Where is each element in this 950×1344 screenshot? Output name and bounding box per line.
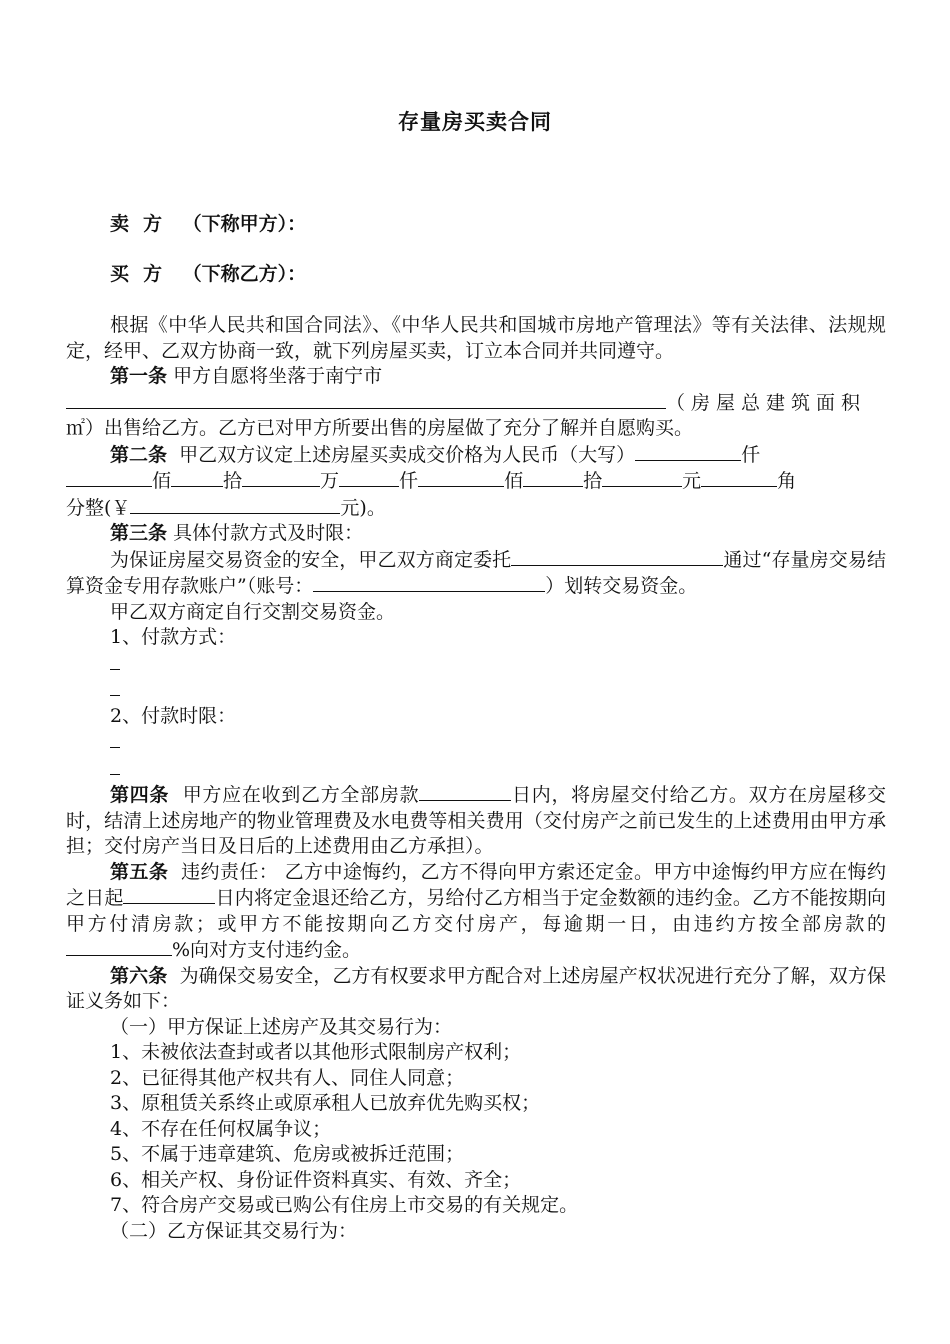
- delivery-days-blank[interactable]: [419, 782, 511, 801]
- article-2-units: [66, 468, 886, 495]
- payment-time-blank-2[interactable]: [66, 756, 886, 783]
- price-blank[interactable]: [66, 468, 152, 487]
- unit-bai: 佰: [152, 470, 172, 492]
- article-2-close: 元)。: [340, 496, 386, 519]
- article-1-address-line: [66, 390, 886, 417]
- buyer-role: 买方: [110, 263, 177, 285]
- article-2-fen: 分整(￥: [66, 496, 131, 519]
- payment-method-label: 1、付款方式：: [110, 626, 237, 648]
- unit-jiao: 角: [777, 470, 797, 492]
- price-blank[interactable]: [339, 468, 399, 487]
- penalty-rate-blank[interactable]: [66, 937, 172, 956]
- article-3-text: 具体付款方式及时限：: [173, 522, 364, 544]
- price-blank[interactable]: [602, 468, 682, 487]
- article-3: [66, 521, 886, 547]
- account-number-blank[interactable]: [313, 573, 545, 592]
- unit-shi: 拾: [223, 470, 243, 492]
- unit-yuan: 元: [682, 470, 702, 492]
- list-item: 2、已征得其他产权共有人、同住人同意；: [110, 1066, 465, 1089]
- list-item: 5、不属于违章建筑、危房或被拆迁范围；: [110, 1143, 465, 1165]
- unit-bai: 佰: [504, 470, 524, 492]
- seller-role: 卖方: [110, 213, 177, 235]
- price-blank[interactable]: [418, 468, 504, 487]
- seller-note: （下称甲方）：: [182, 213, 307, 235]
- list-item: 7、符合房产交易或已购公有住房上市交易的有关规定。: [110, 1194, 579, 1216]
- address-blank[interactable]: [66, 390, 666, 409]
- price-qian-blank[interactable]: [635, 442, 741, 461]
- article-5-heading: 第五条: [110, 860, 169, 883]
- escrow-text-c: ）划转交易资金。: [545, 575, 698, 597]
- seller-line: [110, 212, 306, 238]
- unit-wan: 万: [320, 470, 340, 492]
- preamble: 根据《中华人民共和国合同法》、《中华人民共和国城市房地产管理法》等有关法律、法规规定，经甲、乙双方协商一致，就下列房屋买卖，订立本合同并共同遵守。: [66, 314, 886, 362]
- document-title: 存量房买卖合同: [398, 110, 552, 134]
- article-5-text-a: 违约责任： 乙方中途悔约，乙方不得向甲方索还定金。甲方中途悔约甲方应在悔约之日起: [66, 860, 886, 909]
- article-5: [66, 860, 886, 964]
- article-3-self: 甲乙双方商定自行交割交易资金。: [110, 600, 396, 623]
- article-4-text-a: 甲方应在收到乙方全部房款: [182, 784, 420, 806]
- list-item: 6、相关产权、身份证件资料真实、有效、齐全；: [110, 1168, 522, 1191]
- unit-shi: 拾: [583, 470, 603, 492]
- buyer-note: （下称乙方）：: [182, 263, 307, 285]
- article-6-text: 为确保交易安全，乙方有权要求甲方配合对上述房屋产权状况进行充分了解，双方保证义务如下：: [66, 964, 886, 1012]
- article-2-total: [66, 495, 886, 522]
- buyer-line: [110, 262, 306, 288]
- article-1-text: 甲方自愿将坐落于南宁市: [173, 365, 383, 387]
- escrow-text-b: 通过“存量房交易结算资金专用存款账户”（账号：: [66, 548, 886, 597]
- article-3-escrow: [66, 547, 886, 600]
- refund-days-blank[interactable]: [123, 885, 215, 904]
- article-5-text-b: 日内将定金退还给乙方，另给付乙方相当于定金数额的违约金。乙方不能按期向甲方付清房款；或甲方不能按期向乙方交付房产，每逾期一日，由违约方按全部房款的: [66, 887, 886, 935]
- article-4: [66, 782, 886, 860]
- payment-method-blank[interactable]: [66, 651, 886, 678]
- price-blank[interactable]: [242, 468, 320, 487]
- article-6-heading: 第六条: [110, 964, 168, 987]
- payment-method-blank-2[interactable]: [66, 677, 886, 704]
- payment-time-label: 2、付款时限：: [110, 704, 237, 727]
- article-6: [66, 964, 886, 1015]
- article-4-heading: 第四条: [110, 784, 170, 806]
- price-numeric-blank[interactable]: [130, 495, 340, 514]
- article-2-text: 甲乙双方议定上述房屋买卖成交价格为人民币（大写）: [179, 443, 636, 466]
- unit-qian: 仟: [399, 470, 419, 492]
- article-1-heading: 第一条: [110, 365, 168, 387]
- article-5-text-c: %向对方支付违约金。: [172, 939, 362, 961]
- unit-qian: 仟: [741, 443, 761, 466]
- article-2-heading: 第二条: [110, 443, 168, 466]
- article-6-section-1: （一）甲方保证上述房产及其交易行为：: [110, 1015, 453, 1038]
- article-1-area-label: （房屋总建筑面积: [666, 391, 867, 414]
- article-4-text-b: 日内，将房屋交付给乙方。双方在房屋移交时，结清上述房地产的物业管理费及水电费等相关费用（交付房产之前已发生的上述费用由甲方承担；交付房产当日及日后的上述费用由乙方承担）。: [66, 784, 886, 857]
- price-blank[interactable]: [523, 468, 583, 487]
- list-item: 3、原租赁关系终止或原承租人已放弃优先购买权；: [110, 1092, 541, 1114]
- contract-body: [66, 313, 886, 1244]
- list-item: 1、未被依法查封或者以其他形式限制房产权利；: [110, 1041, 522, 1063]
- payment-time-blank[interactable]: [66, 729, 886, 756]
- article-1-cont: ㎡）出售给乙方。乙方已对甲方所要出售的房屋做了充分了解并自愿购买。: [66, 417, 694, 439]
- list-item: 4、不存在任何权属争议；: [110, 1117, 332, 1140]
- article-6-section-2: （二）乙方保证其交易行为：: [110, 1219, 358, 1242]
- escrow-agent-blank[interactable]: [511, 547, 723, 566]
- article-3-heading: 第三条: [110, 522, 168, 544]
- escrow-text-a: 为保证房屋交易资金的安全，甲乙双方商定委托: [110, 548, 512, 571]
- price-blank[interactable]: [171, 468, 223, 487]
- article-2: [66, 442, 886, 469]
- price-blank[interactable]: [701, 468, 777, 487]
- article-1: [66, 364, 886, 390]
